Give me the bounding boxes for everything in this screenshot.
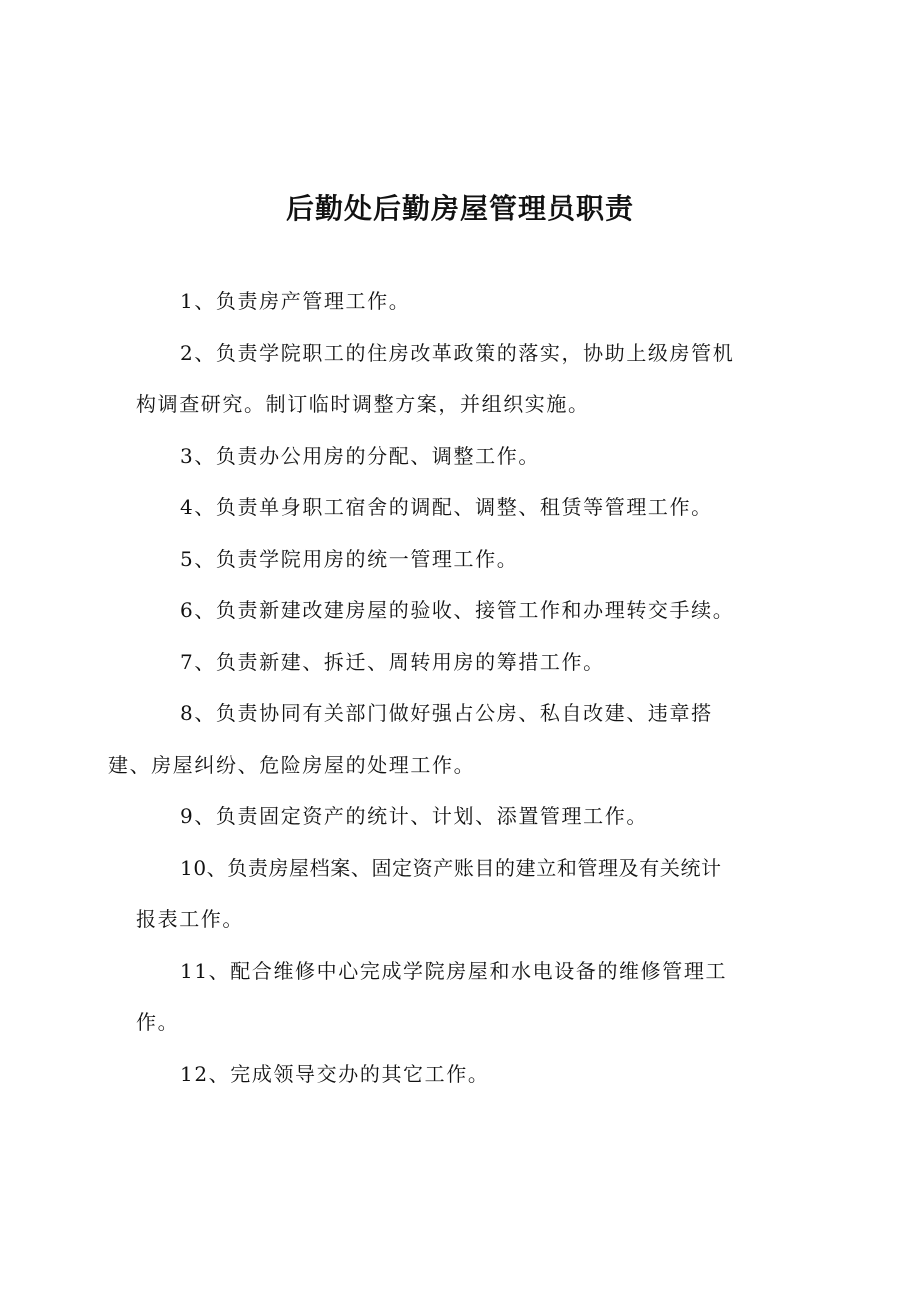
duty-item-continuation: 报表工作。 [136, 907, 244, 931]
duty-item-6 [136, 585, 786, 637]
duty-item-2 [136, 328, 786, 431]
duty-item-text: 7、负责新建、拆迁、周转用房的筹措工作。 [180, 649, 605, 674]
duty-item-continuation: 作。 [136, 1010, 180, 1034]
duty-item-3 [136, 431, 786, 483]
duty-item-text: 8、负责协同有关部门做好强占公房、私自改建、违章搭 [180, 701, 713, 725]
duty-item-8 [108, 688, 786, 791]
duty-item-text: 6、负责新建改建房屋的验收、接管工作和办理转交手续。 [180, 598, 735, 622]
duty-item-text: 2、负责学院职工的住房改革政策的落实，协助上级房管机 [180, 340, 735, 365]
duty-item-12 [136, 1049, 786, 1101]
duty-item-text: 11、配合维修中心完成学院房屋和水电设备的维修管理工 [180, 958, 728, 983]
duty-item-text: 9、负责固定资产的统计、计划、添置管理工作。 [180, 804, 648, 828]
duty-item-4 [136, 482, 786, 534]
duty-item-text: 4、负责单身职工宿舍的调配、调整、租赁等管理工作。 [180, 495, 713, 519]
duty-item-text: 3、负责办公用房的分配、调整工作。 [180, 443, 540, 468]
document-title: 后勤处后勤房屋管理员职责 [285, 192, 634, 225]
duty-item-text: 1、负责房产管理工作。 [180, 289, 411, 313]
duty-list [108, 276, 786, 1100]
duty-item-continuation: 构调查研究。制订临时调整方案，并组织实施。 [136, 392, 590, 416]
duty-item-1 [136, 276, 786, 328]
duty-item-continuation: 建、房屋纠纷、危险房屋的处理工作。 [108, 752, 476, 777]
duty-item-5 [136, 534, 786, 586]
duty-item-text: 12、完成领导交办的其它工作。 [180, 1061, 490, 1086]
duty-item-7 [136, 637, 786, 689]
duty-item-11 [136, 946, 786, 1049]
duty-item-text: 10、负责房屋档案、固定资产账目的建立和管理及有关统计 [180, 855, 722, 880]
duty-item-9 [136, 791, 786, 843]
duty-item-text: 5、负责学院用房的统一管理工作。 [180, 546, 519, 571]
duty-item-10 [136, 843, 786, 946]
